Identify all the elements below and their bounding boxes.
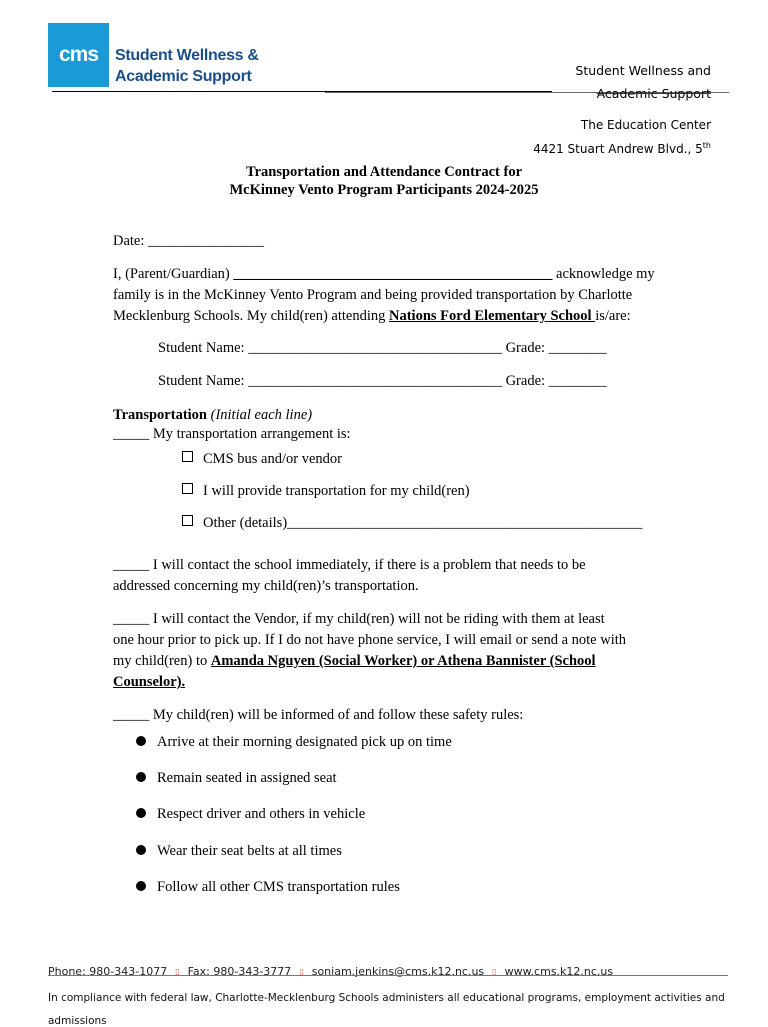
checkbox-icon[interactable] — [182, 515, 193, 526]
contact-vendor-item: _____ I will contact the Vendor, if my child(ren) will not be riding with them at least one hour prior to pick up. If I do not have phone service, I will email or send a note with my child(ren) to Amanda Nguyen (Social Worker) or Athena Bannister (School Counselor). — [113, 611, 627, 690]
org-name-line-2: Academic Support — [596, 86, 711, 101]
cms-logo — [48, 23, 109, 87]
footer-email[interactable]: soniam.jenkins@cms.k12.nc.us — [311, 965, 485, 978]
contact-school-item: _____ I will contact the school immediately, if there is a problem that needs to be addressed concerning my child(ren)’s transportation. — [113, 557, 586, 594]
date-field[interactable]: Date: ________________ — [113, 233, 265, 249]
separator-icon: ▯ — [492, 967, 497, 976]
address-street: 4421 Stuart Andrew Blvd., 5th — [533, 141, 711, 156]
footer-contacts — [48, 965, 613, 978]
intro-paragraph — [113, 264, 655, 327]
org-name-line-1: Student Wellness and — [575, 63, 711, 78]
option-other[interactable]: Other (details)_________________________________________________ — [182, 515, 642, 532]
contact-persons: Amanda Nguyen (Social Worker) or Athena Bannister (School — [210, 653, 596, 669]
student-line-2[interactable]: Student Name: ___________________________________ Grade: ________ — [158, 373, 607, 389]
safety-rule: Wear their seat belts at all times — [136, 843, 342, 860]
bullet-icon — [136, 845, 146, 855]
safety-rule: Follow all other CMS transportation rules — [136, 879, 400, 896]
student-line-1[interactable]: Student Name: ___________________________________ Grade: ________ — [158, 340, 607, 356]
logo-line-2: Academic Support — [115, 68, 252, 85]
safety-intro[interactable]: _____ My child(ren) will be informed of and follow these safety rules: — [113, 707, 524, 723]
intro-line-3: Mecklenburg Schools. My child(ren) attending Nations Ford Elementary School is/are: — [113, 308, 631, 324]
checkbox-icon[interactable] — [182, 483, 193, 494]
bullet-icon — [136, 772, 146, 782]
bullet-icon — [136, 736, 146, 746]
separator-icon: ▯ — [175, 967, 180, 976]
compliance-notice: In compliance with federal law, Charlotte-Mecklenburg Schools administers all educational programs, employment activities and — [48, 992, 725, 1004]
safety-rule: Respect driver and others in vehicle — [136, 806, 365, 823]
school-name: Nations Ford Elementary School — [388, 308, 596, 324]
checkbox-icon[interactable] — [182, 451, 193, 462]
address-building: The Education Center — [580, 118, 711, 132]
safety-rule: Arrive at their morning designated pick up on time — [136, 734, 452, 751]
arrangement-line[interactable]: _____ My transportation arrangement is: — [113, 426, 351, 442]
guardian-name-field[interactable]: ____________________________________________ — [233, 266, 553, 282]
intro-line-1: I, (Parent/Guardian) ____________________________________________ acknowledge my — [113, 266, 655, 282]
compliance-notice-continued: admissions — [48, 1015, 107, 1027]
document-title-line-2: McKinney Vento Program Participants 2024-2025 — [229, 182, 539, 198]
option-self-transport[interactable]: I will provide transportation for my child(ren) — [182, 483, 470, 500]
logo-line-1: Student Wellness & — [115, 47, 259, 64]
footer-fax: Fax: 980-343-3777 — [187, 965, 292, 978]
logo-text — [115, 45, 259, 87]
footer-phone: Phone: 980-343-1077 — [48, 965, 168, 978]
document-title-line-1: Transportation and Attendance Contract for — [245, 164, 523, 180]
footer-website[interactable]: www.cms.k12.nc.us — [504, 965, 614, 978]
intro-line-2: family is in the McKinney Vento Program and being provided transportation by Charlotte — [113, 287, 633, 303]
transportation-heading: Transportation (Initial each line) — [113, 407, 313, 423]
safety-rule: Remain seated in assigned seat — [136, 770, 337, 787]
bullet-icon — [136, 808, 146, 818]
logo-mark: cms — [58, 43, 99, 66]
bullet-icon — [136, 881, 146, 891]
separator-icon: ▯ — [299, 967, 304, 976]
footer-divider — [48, 975, 728, 976]
option-cms-bus[interactable]: CMS bus and/or vendor — [182, 451, 342, 468]
